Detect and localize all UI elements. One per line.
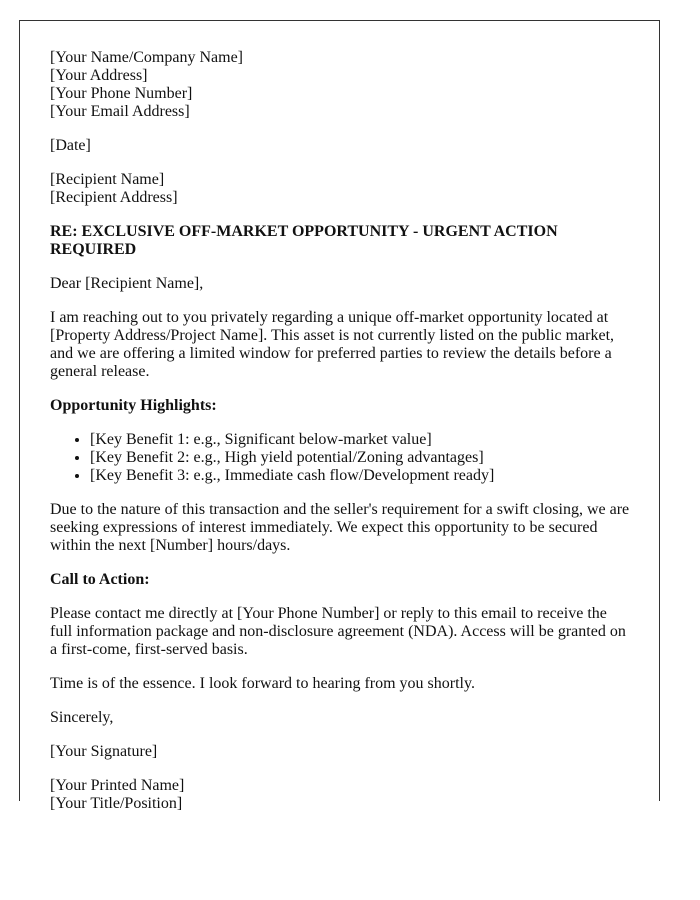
- urgency-paragraph: Due to the nature of this transaction and the seller's requirement for a swift closing, we are seeking expressions of interest immediately. We expect this opportunity to be secured within the next [Number] hours/days.: [50, 501, 630, 554]
- sender-name: [Your Name/Company Name]: [50, 49, 244, 66]
- call-to-action-heading: Call to Action:: [50, 571, 150, 588]
- letter-content: [20, 21, 659, 813]
- highlights-list: [50, 431, 630, 485]
- sender-phone: [Your Phone Number]: [50, 85, 193, 102]
- letter-page: [19, 20, 660, 812]
- salutation: Dear [Recipient Name],: [50, 275, 204, 292]
- printed-name: [Your Printed Name]: [50, 777, 185, 794]
- signature-block: [50, 777, 630, 813]
- recipient-address: [Recipient Address]: [50, 189, 178, 206]
- closing-paragraph: Time is of the essence. I look forward to hearing from you shortly.: [50, 675, 475, 692]
- title-position: [Your Title/Position]: [50, 795, 183, 812]
- highlight-item: • [Key Benefit 1: e.g., Significant below-market value]: [90, 431, 630, 449]
- recipient-name: [Recipient Name]: [50, 171, 165, 188]
- highlight-item: • [Key Benefit 2: e.g., High yield potential/Zoning advantages]: [90, 449, 630, 467]
- recipient-block: [50, 171, 630, 207]
- sender-address: [Your Address]: [50, 67, 148, 84]
- highlights-heading: Opportunity Highlights:: [50, 397, 217, 414]
- sender-block: [50, 49, 630, 121]
- highlight-item: • [Key Benefit 3: e.g., Immediate cash flow/Development ready]: [90, 467, 630, 485]
- call-to-action-paragraph: Please contact me directly at [Your Phone Number] or reply to this email to receive the full information package and non-disclosure agreement (NDA). Access will be granted on a first-come, first-served basis.: [50, 605, 626, 658]
- signature: [Your Signature]: [50, 743, 158, 760]
- sender-email: [Your Email Address]: [50, 103, 190, 120]
- letter-date: [Date]: [50, 137, 91, 154]
- subject-line: RE: EXCLUSIVE OFF-MARKET OPPORTUNITY - URGENT ACTION REQUIRED: [50, 223, 558, 258]
- sign-off: Sincerely,: [50, 709, 114, 726]
- intro-paragraph: I am reaching out to you privately regarding a unique off-market opportunity located at [Property Address/Project Name]. This asset is not currently listed on the public market, and we are offering a limited window for preferred parties to review the details before a general release.: [50, 309, 615, 380]
